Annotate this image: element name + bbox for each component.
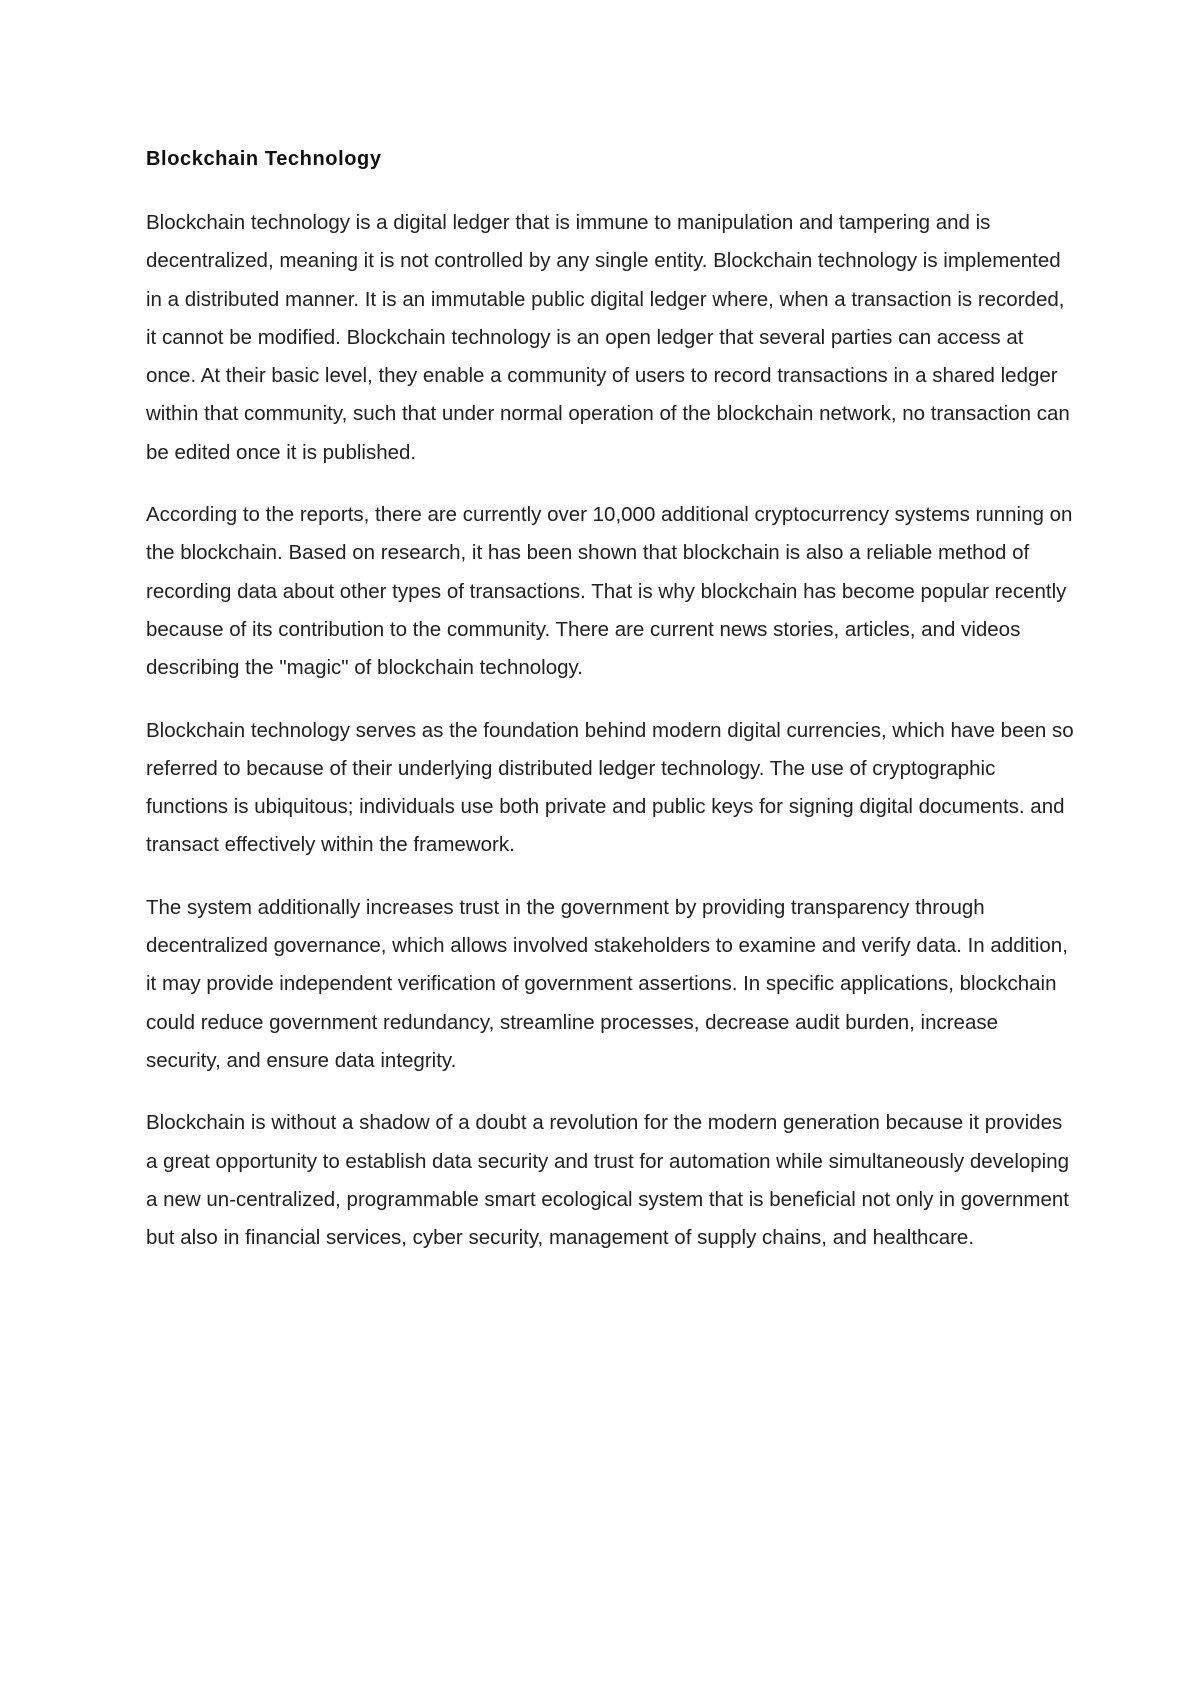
document-body bbox=[146, 140, 1076, 1281]
paragraph-2: According to the reports, there are currently over 10,000 additional cryptocurrency systems running on the blockchain. Based on research, it has been shown that blockchain is also a reliable method of recording data about other types of transactions. That is why blockchain has become popular recently because of its contribution to the community. There are current news stories, articles, and videos describing the "magic" of blockchain technology. bbox=[146, 503, 1073, 680]
paragraph-3: Blockchain technology serves as the foundation behind modern digital currencies, which have been so referred to because of their underlying distributed ledger technology. The use of cryptographic functions is ubiquitous; individuals use both private and public keys for signing digital documents. and transact effectively within the framework. bbox=[146, 718, 1074, 857]
document-title: Blockchain Technology bbox=[146, 148, 382, 170]
paragraph-5: Blockchain is without a shadow of a doubt a revolution for the modern generation because it provides a great opportunity to establish data security and trust for automation while simultaneously developing a new un-centralized, programmable smart ecological system that is beneficial not only in government but also in financial services, cyber security, management of supply chains, and healthcare. bbox=[146, 1111, 1070, 1250]
paragraph-1: Blockchain technology is a digital ledger that is immune to manipulation and tampering and is decentralized, meaning it is not controlled by any single entity. Blockchain technology is implemented in a distributed manner. It is an immutable public digital ledger where, when a transaction is recorded, it cannot be modified. Blockchain technology is an open ledger that several parties can access at once. At their basic level, they enable a community of users to record transactions in a shared ledger within that community, such that under normal operation of the blockchain network, no transaction can be edited once it is published. bbox=[146, 211, 1070, 464]
paragraph-4: The system additionally increases trust in the government by providing transparency through decentralized governance, which allows involved stakeholders to examine and verify data. In addition, it may provide independent verification of government assertions. In specific applications, blockchain could reduce government redundancy, streamline processes, decrease audit burden, increase security, and ensure data integrity. bbox=[146, 895, 1068, 1072]
